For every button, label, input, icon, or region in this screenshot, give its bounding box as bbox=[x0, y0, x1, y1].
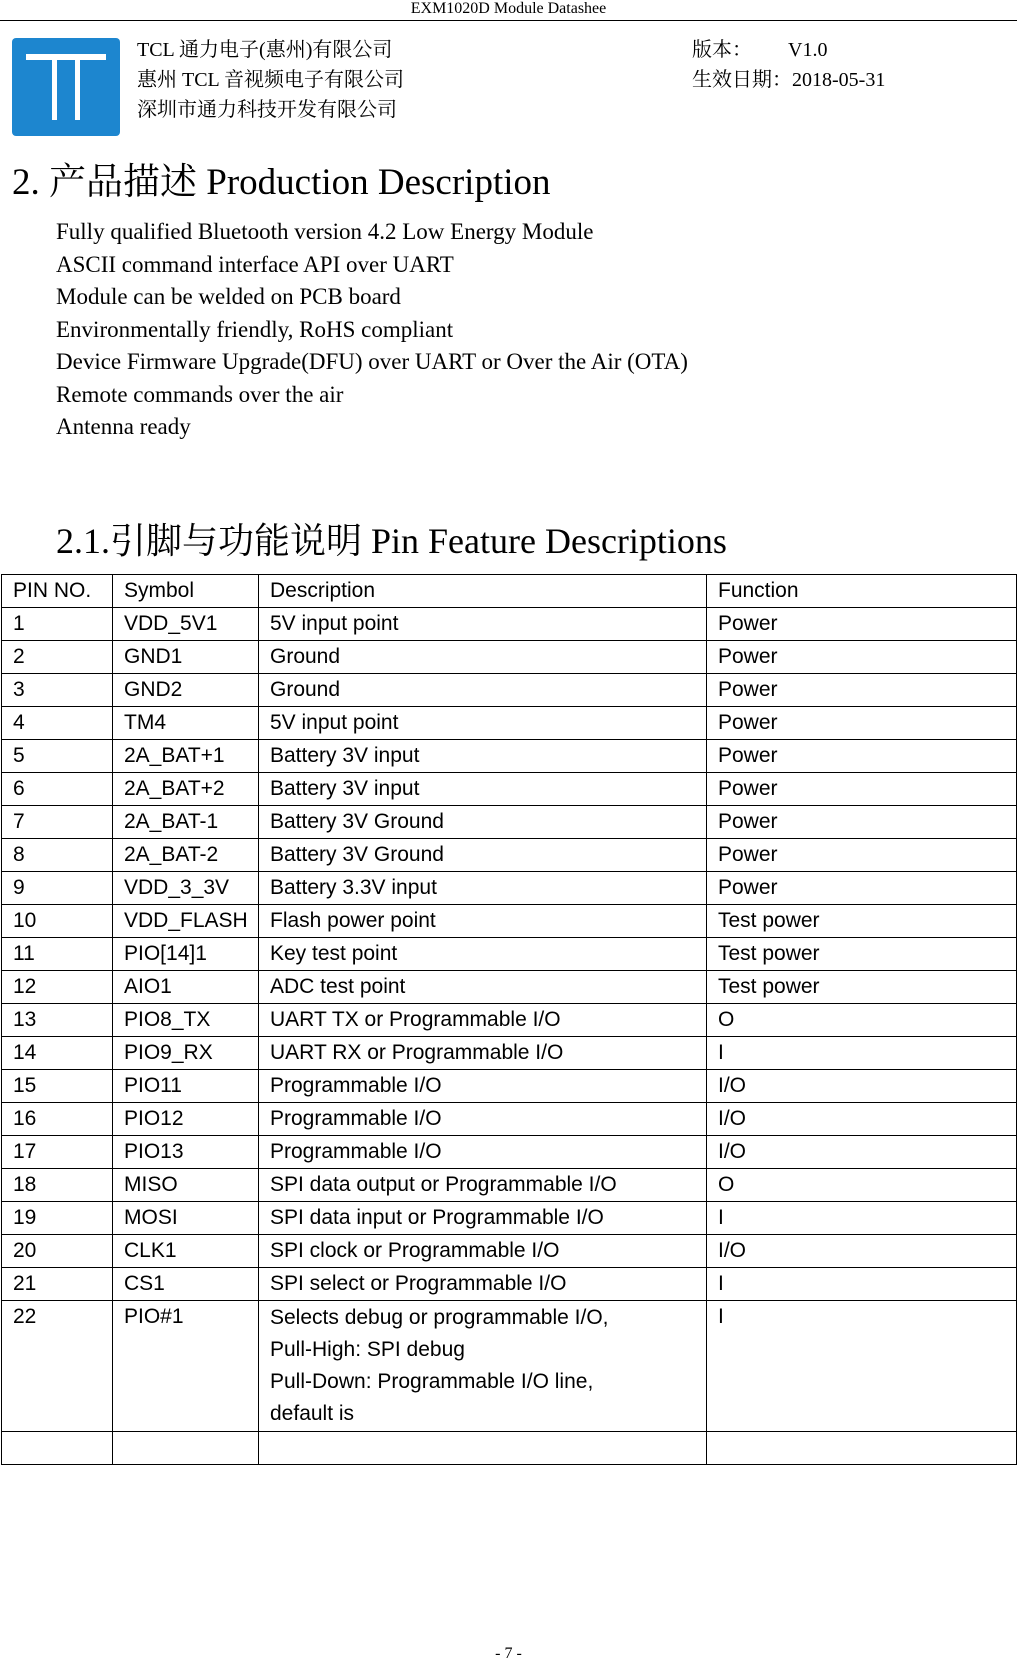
description-cell: Battery 3V Ground bbox=[259, 839, 707, 872]
pin-number-cell: 3 bbox=[2, 674, 113, 707]
empty-cell bbox=[113, 1432, 259, 1465]
table-row bbox=[2, 938, 1017, 971]
description-line: Pull-Down: Programmable I/O line, bbox=[270, 1370, 594, 1393]
company-name-line: TCL 通力电子(惠州)有限公司 bbox=[137, 39, 393, 61]
feature-item: Remote commands over the air bbox=[56, 381, 344, 407]
table-row bbox=[2, 1103, 1017, 1136]
description-cell: Battery 3V Ground bbox=[259, 806, 707, 839]
table-row bbox=[2, 1004, 1017, 1037]
table-row bbox=[2, 740, 1017, 773]
description-cell: Flash power point bbox=[259, 905, 707, 938]
pin-number-cell: 2 bbox=[2, 641, 113, 674]
feature-item: Device Firmware Upgrade(DFU) over UART or Over the Air (OTA) bbox=[56, 349, 688, 374]
description-cell: 5V input point bbox=[259, 707, 707, 740]
company-name-line: 深圳市通力科技开发有限公司 bbox=[137, 99, 397, 121]
symbol-cell: 2A_BAT+2 bbox=[113, 773, 259, 806]
function-cell: Power bbox=[707, 839, 1017, 872]
feature-item: Fully qualified Bluetooth version 4.2 Low Energy Module bbox=[56, 219, 594, 244]
pin-number-cell: 18 bbox=[2, 1169, 113, 1202]
pin-number-cell: 4 bbox=[2, 707, 113, 740]
date-label: 生效日期： bbox=[692, 69, 792, 91]
symbol-cell: PIO8_TX bbox=[113, 1004, 259, 1037]
empty-cell bbox=[259, 1432, 707, 1465]
symbol-cell: 2A_BAT-1 bbox=[113, 806, 259, 839]
company-name-line: 惠州 TCL 音视频电子有限公司 bbox=[137, 69, 405, 91]
table-row bbox=[2, 905, 1017, 938]
table-row bbox=[2, 1169, 1017, 1202]
function-cell: I bbox=[707, 1037, 1017, 1070]
header-function: Function bbox=[707, 575, 1017, 608]
pin-number-cell: 11 bbox=[2, 938, 113, 971]
description-cell: Battery 3V input bbox=[259, 740, 707, 773]
table-row bbox=[2, 1136, 1017, 1169]
date-value: 2018-05-31 bbox=[792, 69, 886, 91]
description-cell: Battery 3V input bbox=[259, 773, 707, 806]
pin-number-cell: 12 bbox=[2, 971, 113, 1004]
description-cell: Ground bbox=[259, 641, 707, 674]
function-cell: Power bbox=[707, 674, 1017, 707]
symbol-cell: MISO bbox=[113, 1169, 259, 1202]
symbol-cell: 2A_BAT+1 bbox=[113, 740, 259, 773]
symbol-cell: VDD_5V1 bbox=[113, 608, 259, 641]
version-info bbox=[692, 38, 827, 62]
function-cell: I bbox=[707, 1301, 1017, 1432]
table-row bbox=[2, 872, 1017, 905]
symbol-cell: PIO[14]1 bbox=[113, 938, 259, 971]
table-row bbox=[2, 641, 1017, 674]
pin-number-cell: 13 bbox=[2, 1004, 113, 1037]
description-cell: SPI clock or Programmable I/O bbox=[259, 1235, 707, 1268]
symbol-cell: CS1 bbox=[113, 1268, 259, 1301]
function-cell: I bbox=[707, 1268, 1017, 1301]
function-cell: Power bbox=[707, 641, 1017, 674]
symbol-cell: PIO9_RX bbox=[113, 1037, 259, 1070]
description-cell: Battery 3.3V input bbox=[259, 872, 707, 905]
function-cell: I bbox=[707, 1202, 1017, 1235]
function-cell: O bbox=[707, 1169, 1017, 1202]
description-cell: SPI select or Programmable I/O bbox=[259, 1268, 707, 1301]
page-number: - 7 - bbox=[495, 1645, 522, 1662]
description-cell: Key test point bbox=[259, 938, 707, 971]
description-cell: UART TX or Programmable I/O bbox=[259, 1004, 707, 1037]
function-cell: I/O bbox=[707, 1070, 1017, 1103]
description-line: default is bbox=[270, 1402, 355, 1425]
tcl-logo-icon bbox=[12, 38, 120, 136]
pin-number-cell: 5 bbox=[2, 740, 113, 773]
table-row bbox=[2, 1070, 1017, 1103]
feature-item: Module can be welded on PCB board bbox=[56, 284, 401, 309]
header-symbol: Symbol bbox=[113, 575, 259, 608]
description-cell: 5V input point bbox=[259, 608, 707, 641]
function-cell: Power bbox=[707, 740, 1017, 773]
table-row bbox=[2, 1268, 1017, 1301]
symbol-cell: GND1 bbox=[113, 641, 259, 674]
feature-item: Environmentally friendly, RoHS compliant bbox=[56, 316, 454, 342]
table-row bbox=[2, 608, 1017, 641]
feature-list bbox=[56, 216, 688, 444]
pin-number-cell: 8 bbox=[2, 839, 113, 872]
symbol-cell: AIO1 bbox=[113, 971, 259, 1004]
table-row bbox=[2, 674, 1017, 707]
feature-item: Antenna ready bbox=[56, 414, 191, 439]
symbol-cell: CLK1 bbox=[113, 1235, 259, 1268]
pin-number-cell: 6 bbox=[2, 773, 113, 806]
empty-cell bbox=[707, 1432, 1017, 1465]
pin-number-cell: 17 bbox=[2, 1136, 113, 1169]
symbol-cell: TM4 bbox=[113, 707, 259, 740]
table-row bbox=[2, 773, 1017, 806]
function-cell: I/O bbox=[707, 1103, 1017, 1136]
pin-number-cell: 10 bbox=[2, 905, 113, 938]
table-header-row bbox=[2, 575, 1017, 608]
symbol-cell: GND2 bbox=[113, 674, 259, 707]
description-cell: UART RX or Programmable I/O bbox=[259, 1037, 707, 1070]
pin-feature-table bbox=[1, 574, 1017, 1465]
description-cell: ADC test point bbox=[259, 971, 707, 1004]
feature-item: ASCII command interface API over UART bbox=[56, 251, 454, 277]
pin-number-cell: 15 bbox=[2, 1070, 113, 1103]
symbol-cell: PIO#1 bbox=[113, 1301, 259, 1432]
function-cell: Test power bbox=[707, 905, 1017, 938]
description-line: Selects debug or programmable I/O, bbox=[270, 1306, 609, 1329]
effective-date-info bbox=[692, 68, 885, 92]
function-cell: I/O bbox=[707, 1235, 1017, 1268]
symbol-cell: PIO13 bbox=[113, 1136, 259, 1169]
symbol-cell: VDD_3_3V bbox=[113, 872, 259, 905]
function-cell: Test power bbox=[707, 938, 1017, 971]
symbol-cell: PIO11 bbox=[113, 1070, 259, 1103]
description-cell: Programmable I/O bbox=[259, 1103, 707, 1136]
symbol-cell: PIO12 bbox=[113, 1103, 259, 1136]
function-cell: Power bbox=[707, 872, 1017, 905]
symbol-cell: MOSI bbox=[113, 1202, 259, 1235]
header-description: Description bbox=[259, 575, 707, 608]
description-cell: Ground bbox=[259, 674, 707, 707]
pin-number-cell: 16 bbox=[2, 1103, 113, 1136]
description-cell: Programmable I/O bbox=[259, 1136, 707, 1169]
description-cell: SPI data input or Programmable I/O bbox=[259, 1202, 707, 1235]
function-cell: Power bbox=[707, 707, 1017, 740]
table-row bbox=[2, 1301, 1017, 1432]
function-cell: Power bbox=[707, 608, 1017, 641]
pin-number-cell: 14 bbox=[2, 1037, 113, 1070]
function-cell: Test power bbox=[707, 971, 1017, 1004]
symbol-cell: 2A_BAT-2 bbox=[113, 839, 259, 872]
subsection-title: 2.1.引脚与功能说明 Pin Feature Descriptions bbox=[56, 521, 727, 561]
table-row bbox=[2, 1202, 1017, 1235]
table-row bbox=[2, 839, 1017, 872]
table-row bbox=[2, 1037, 1017, 1070]
running-header: EXM1020D Module Datashee bbox=[0, 0, 1017, 21]
pin-number-cell: 1 bbox=[2, 608, 113, 641]
pin-number-cell: 22 bbox=[2, 1301, 113, 1432]
table-row bbox=[2, 806, 1017, 839]
pin-number-cell: 21 bbox=[2, 1268, 113, 1301]
section-title: 2. 产品描述 Production Description bbox=[12, 162, 551, 203]
function-cell: Power bbox=[707, 773, 1017, 806]
pin-number-cell: 20 bbox=[2, 1235, 113, 1268]
version-value: V1.0 bbox=[788, 39, 828, 61]
empty-cell bbox=[2, 1432, 113, 1465]
header-pin-no: PIN NO. bbox=[2, 575, 113, 608]
pin-number-cell: 9 bbox=[2, 872, 113, 905]
pin-number-cell: 19 bbox=[2, 1202, 113, 1235]
symbol-cell: VDD_FLASH bbox=[113, 905, 259, 938]
description-line: Pull-High: SPI debug bbox=[270, 1338, 465, 1361]
pin-number-cell: 7 bbox=[2, 806, 113, 839]
function-cell: O bbox=[707, 1004, 1017, 1037]
version-label: 版本： bbox=[692, 39, 752, 61]
function-cell: Power bbox=[707, 806, 1017, 839]
table-row bbox=[2, 971, 1017, 1004]
description-cell: SPI data output or Programmable I/O bbox=[259, 1169, 707, 1202]
description-cell bbox=[259, 1301, 707, 1432]
function-cell: I/O bbox=[707, 1136, 1017, 1169]
description-cell: Programmable I/O bbox=[259, 1070, 707, 1103]
table-row bbox=[2, 1235, 1017, 1268]
table-row bbox=[2, 707, 1017, 740]
empty-table-row bbox=[2, 1432, 1017, 1465]
